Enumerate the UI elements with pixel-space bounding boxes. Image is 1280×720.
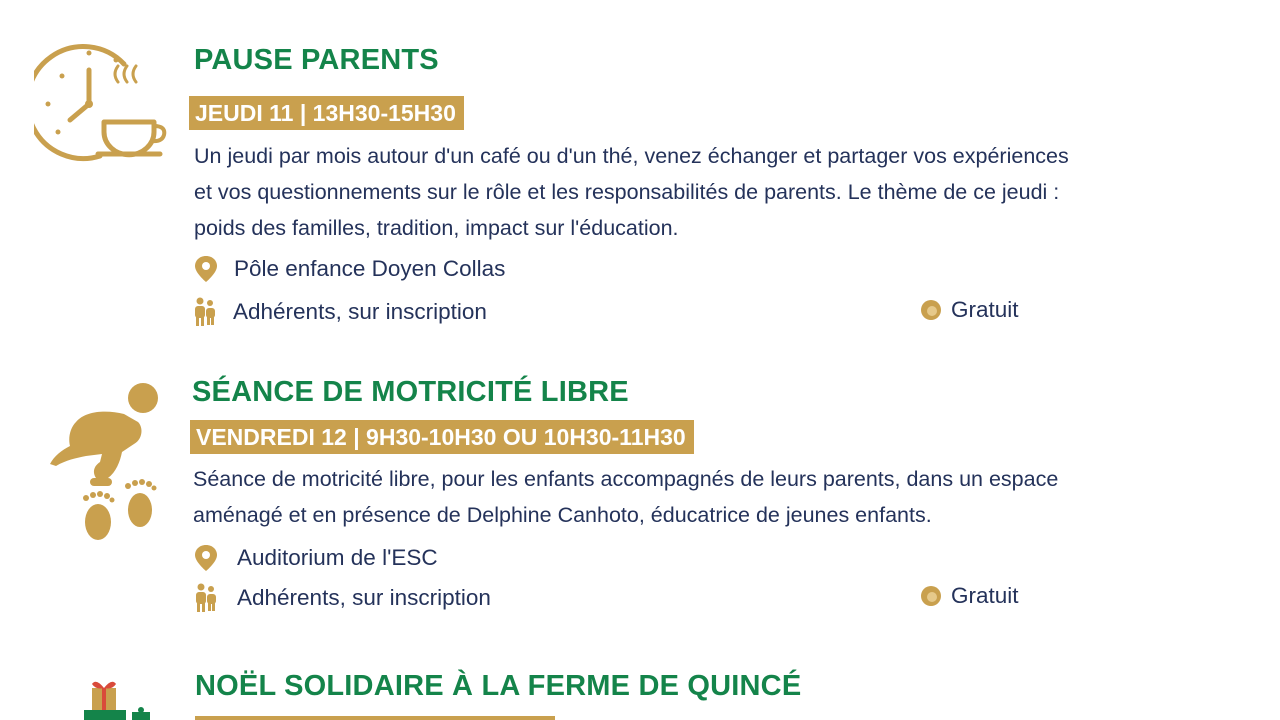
family-icon bbox=[193, 297, 217, 327]
event-description bbox=[194, 138, 1264, 246]
description-line: et vos questionnements sur le rôle et les responsabilités de parents. Le thème de ce jeudi : bbox=[194, 180, 1060, 204]
audience-text: Adhérents, sur inscription bbox=[237, 585, 491, 610]
description-line: Un jeudi par mois autour d'un café ou d'un thé, venez échanger et partager vos expériences bbox=[194, 144, 1069, 168]
event-title: SÉANCE DE MOTRICITÉ LIBRE bbox=[192, 376, 629, 408]
location-pin-icon bbox=[194, 255, 218, 283]
coin-icon bbox=[920, 585, 942, 607]
location-text: Auditorium de l'ESC bbox=[237, 545, 438, 570]
coin-icon bbox=[920, 299, 942, 321]
family-icon bbox=[194, 583, 218, 613]
event-date-band: VENDREDI 12 | 9H30-10H30 OU 10H30-11H30 bbox=[190, 420, 694, 454]
event-location bbox=[194, 544, 438, 572]
location-text: Pôle enfance Doyen Collas bbox=[234, 256, 506, 281]
event-date-band: JEUDI 11 | 13H30-15H30 bbox=[189, 96, 464, 130]
price-text: Gratuit bbox=[951, 583, 1019, 608]
event-price bbox=[920, 583, 1019, 609]
event-title: NOËL SOLIDAIRE À LA FERME DE QUINCÉ bbox=[195, 670, 802, 702]
gift-boxes-icon bbox=[82, 676, 172, 720]
event-audience bbox=[194, 583, 491, 613]
description-line: poids des familles, tradition, impact sur l'éducation. bbox=[194, 216, 679, 240]
crawling-baby-icon bbox=[46, 382, 166, 547]
event-description bbox=[193, 461, 1263, 533]
price-text: Gratuit bbox=[951, 297, 1019, 322]
clock-coffee-icon bbox=[34, 44, 169, 169]
event-pause-parents bbox=[0, 0, 1280, 340]
event-motricite-libre bbox=[0, 360, 1280, 620]
event-price bbox=[920, 297, 1019, 323]
audience-text: Adhérents, sur inscription bbox=[233, 299, 487, 324]
event-title: PAUSE PARENTS bbox=[194, 44, 439, 76]
event-date-band bbox=[195, 716, 555, 720]
description-line: aménagé et en présence de Delphine Canhoto, éducatrice de jeunes enfants. bbox=[193, 503, 932, 527]
event-audience bbox=[193, 297, 487, 327]
description-line: Séance de motricité libre, pour les enfants accompagnés de leurs parents, dans un espace bbox=[193, 467, 1059, 491]
location-pin-icon bbox=[194, 544, 218, 572]
event-noel-solidaire bbox=[0, 660, 1280, 720]
event-location bbox=[194, 255, 505, 283]
